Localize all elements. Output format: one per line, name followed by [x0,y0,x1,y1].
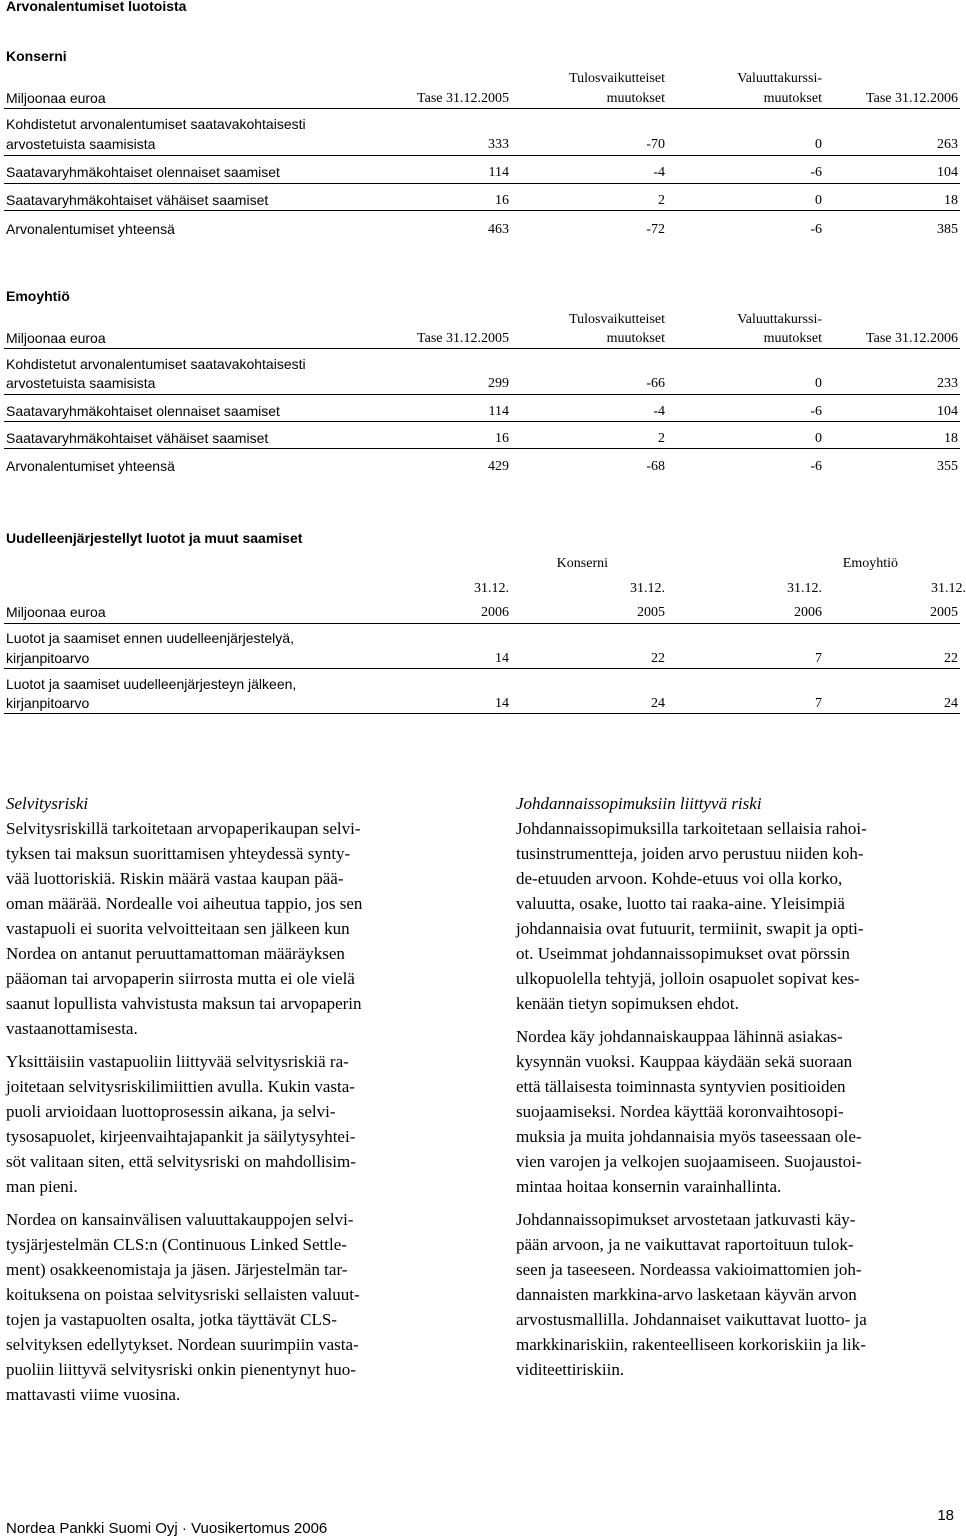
group-row2-value: -6 [810,165,822,180]
left-column-text-line: vää luottoriskiä. Riskin määrä vastaa kaupan pää- [6,869,344,888]
group-row1-label-line2: arvostetuista saamisista [6,136,156,152]
left-column-text-line: ment) osakkeenomistaja ja jäsen. Järjestelmän tar- [6,1260,348,1279]
group-row1-label-line1: Kohdistetut arvonalentumiset saatavakohtaisesti [6,116,306,132]
group-col2-header-line1: Tulosvaikutteiset [569,71,665,86]
left-column-text-line: vastaanottamisesta. [6,1019,138,1038]
right-column-text-line: valuutta, osake, luotto tai raaka-aine. Yleisimpiä [516,894,845,913]
left-column-text-line: puoli arvioidaan luottoprosessin aikana, ja selvi- [6,1102,336,1121]
group-table-title: Konserni [6,48,67,64]
right-column-text-line: ot. Useimmat johdannaissopimukset ovat pörssin [516,944,850,963]
parent-row3-value: 2 [658,431,665,446]
restructured-row1-value: 22 [651,651,665,666]
left-column-heading: Selvitysriski [6,794,89,813]
restructured-col4-line1: 31.12. [931,581,966,596]
left-column-text-line: tojen ja vastapuolten osalta, jotka täyttävät CLS- [6,1310,337,1329]
group-row3-value: 16 [495,193,509,208]
restructured-row1-value: 22 [944,651,958,666]
restructured-table-title: Uudelleenjärjestellyt luotot ja muut saamiset [6,530,303,546]
parent-total-value: 355 [937,459,958,474]
restructured-col3-line1: 31.12. [787,581,822,596]
parent-total-label: Arvonalentumiset yhteensä [6,458,175,474]
parent-row2-value: 114 [488,404,509,419]
group-row1-value: -70 [646,137,665,152]
group-total-value: 385 [937,222,958,237]
right-column-text-line: vien varojen ja velkojen suojaamiseen. Suojaustoi- [516,1152,862,1171]
left-column-text-line: söt valitaan siten, että selvitysriski on mahdollisim- [6,1152,356,1171]
right-column-text-line: dannaisten markkina-arvo lasketaan käyvän arvon [516,1285,857,1304]
group-row3-value: 0 [815,193,822,208]
right-column-text-line: Nordea käy johdannaiskauppaa lähinnä asiakas- [516,1027,843,1046]
left-column-text-line: koituksena on poistaa selvitysriski sellaisten valuut- [6,1285,360,1304]
group-total-value: 463 [488,222,509,237]
group-row3-value: 18 [944,193,958,208]
left-column-text-line: pääoman tai arvopaperin siirrosta mutta ei ole vielä [6,969,355,988]
restructured-col2-line2: 2005 [637,605,665,620]
restructured-col1-line1: 31.12. [474,581,509,596]
restructured-row2-value: 24 [651,696,665,711]
right-column-text-line: suojaamiseksi. Nordea käyttää koronvaihtosopi- [516,1102,844,1121]
right-column-text-line: mintaa hoitaa konsernin varainhallinta. [516,1177,782,1196]
left-column-text-line: puoliin liittyvä selvitysriski onkin pienentynyt huo- [6,1360,356,1379]
restructured-head-label: Miljoonaa euroa [6,604,106,620]
restructured-row1-value: 7 [815,651,822,666]
group-total-value: -6 [810,222,822,237]
page-heading: Arvonalentumiset luotoista [6,0,187,14]
parent-col3-header-line2: muutokset [763,331,822,346]
parent-col4-header: Tase 31.12.2006 [866,331,958,346]
left-column-text-line: Nordea on antanut peruuttamattoman määräyksen [6,944,345,963]
left-column-text-line: tyksen tai maksun suorittamisen yhteydessä synty- [6,844,351,863]
restructured-col4-line2: 2005 [930,605,958,620]
group-header-rule [4,108,960,109]
parent-row2-value: -6 [810,404,822,419]
parent-row3-value: 18 [944,431,958,446]
left-column-text-line: vastapuoli ei suorita velvoitteitaan sen jälkeen kun [6,919,350,938]
parent-row2-value: -4 [653,404,665,419]
parent-total-value: -6 [810,459,822,474]
group-total-rule [4,210,960,211]
left-column-text-line: Selvitysriskillä tarkoitetaan arvopaperikaupan selvi- [6,819,361,838]
restructured-row2-value: 24 [944,696,958,711]
right-column-text-line: että tällaisesta toiminnasta syntyvien positioiden [516,1077,846,1096]
right-column-text-line: arvostusmallilla. Johdannaiset vaikuttavat luotto- ja [516,1310,867,1329]
group-row1-value: 0 [815,137,822,152]
group-row1-value: 333 [488,137,509,152]
group-row2-value: 104 [937,165,958,180]
restructured-row1-value: 14 [495,651,509,666]
right-column-text-line: tusinstrumentteja, joiden arvo perustuu niiden koh- [516,844,864,863]
left-column-text-line: tysosapuolet, kirjeenvaihtajapankit ja säilytysyhtei- [6,1127,356,1146]
parent-total-value: 429 [488,459,509,474]
parent-table-title: Emoyhtiö [6,288,70,304]
parent-row2-label: Saatavaryhmäkohtaiset olennaiset saamiset [6,403,280,419]
right-column-text-line: viditeettiriskiin. [516,1360,625,1379]
right-column-text-line: kenään tietyn sopimuksen ehdot. [516,994,739,1013]
left-column-text-line: mattavasti viime vuosina. [6,1385,181,1404]
parent-col3-header-line1: Valuuttakurssi- [737,312,822,327]
left-column-text-line: oman määrää. Nordealle voi aiheutua tappio, jos sen [6,894,363,913]
parent-total-rule [4,448,960,449]
right-column-text-line: muksia ja muita johdannaisia myös taseessaan ole- [516,1127,862,1146]
right-column-text-line: johdannaisia ovat futuurit, termiinit, swapit ja opti- [516,919,864,938]
left-column-text-line: man pieni. [6,1177,78,1196]
parent-row1-value: -66 [646,376,665,391]
parent-col1-header: Tase 31.12.2005 [417,331,509,346]
group-total-value: -72 [646,222,665,237]
parent-header-rule [4,348,960,349]
group-col3-header-line2: muutokset [763,91,822,106]
restructured-header-rule [4,623,960,624]
restructured-row-rule [4,668,960,669]
restructured-row1-label-line1: Luotot ja saamiset ennen uudelleenjärjestelyä, [6,630,294,646]
group-row-rule [4,183,960,184]
right-column-text-line: kysynnän vuoksi. Kauppaa käydään sekä suoraan [516,1052,853,1071]
parent-row-rule [4,394,960,395]
restructured-row1-label-line2: kirjanpitoarvo [6,650,90,666]
restructured-col3-line2: 2006 [794,605,822,620]
parent-col2-header-line1: Tulosvaikutteiset [569,312,665,327]
group-row2-value: 114 [488,165,509,180]
right-column-text-line: ulkopuolella tehtyjä, jolloin osapuolet sopivat kes- [516,969,860,988]
parent-table-head-label: Miljoonaa euroa [6,330,106,346]
left-column-text-line: saanut lopullista vahvistusta maksun tai arvopaperin [6,994,362,1013]
restructured-col1-line2: 2006 [481,605,509,620]
parent-row3-value: 16 [495,431,509,446]
right-column-text-line: seen ja taseeseen. Nordeassa vakioimattomien joh- [516,1260,862,1279]
parent-row1-value: 0 [815,376,822,391]
group-col3-header-line1: Valuuttakurssi- [737,71,822,86]
group-row2-value: -4 [653,165,665,180]
right-column-heading: Johdannaissopimuksiin liittyvä riski [516,794,762,813]
parent-row1-value: 233 [937,376,958,391]
group-col2-header-line2: muutokset [606,91,665,106]
restructured-col2-line1: 31.12. [630,581,665,596]
footer-publication: Nordea Pankki Suomi Oyj · Vuosikertomus 2006 [6,1520,328,1537]
group-row2-label: Saatavaryhmäkohtaiset olennaiset saamiset [6,164,280,180]
group-row1-value: 263 [937,137,958,152]
parent-row3-label: Saatavaryhmäkohtaiset vähäiset saamiset [6,430,269,446]
parent-total-value: -68 [646,459,665,474]
right-column-text-line: markkinariskiin, rakenteelliseen korkoriskiin ja lik- [516,1335,866,1354]
left-column-text-line: joitetaan selvitysriskilimiittien avulla. Kukin vasta- [6,1077,355,1096]
restructured-row2-label-line2: kirjanpitoarvo [6,695,90,711]
parent-row1-label-line2: arvostetuista saamisista [6,375,156,391]
parent-row-rule [4,421,960,422]
restructured-row2-label-line1: Luotot ja saamiset uudelleenjärjesteyn jälkeen, [6,676,297,692]
group-total-label: Arvonalentumiset yhteensä [6,221,175,237]
right-column-text-line: Johdannaissopimuksilla tarkoitetaan sellaisia rahoi- [516,819,867,838]
parent-col2-header-line2: muutokset [606,331,665,346]
group-table-head-label: Miljoonaa euroa [6,90,106,106]
left-column-text-line: tysjärjestelmän CLS:n (Continuous Linked Settle- [6,1235,347,1254]
right-column-text-line: Johdannaissopimukset arvostetaan jatkuvasti käy- [516,1210,856,1229]
right-column-text-line: pään arvoon, ja ne vaikuttavat raportoituun tulok- [516,1235,854,1254]
group-row3-value: 2 [658,193,665,208]
left-column-text-line: Nordea on kansainvälisen valuuttakauppojen selvi- [6,1210,354,1229]
restructured-row2-value: 7 [815,696,822,711]
restructured-row2-value: 14 [495,696,509,711]
group-col1-header: Tase 31.12.2005 [417,91,509,106]
group-row3-label: Saatavaryhmäkohtaiset vähäiset saamiset [6,192,269,208]
group-col4-header: Tase 31.12.2006 [866,91,958,106]
left-column-text-line: Yksittäisiin vastapuoliin liittyvää selvitysriskiä ra- [6,1052,349,1071]
parent-row1-value: 299 [488,376,509,391]
parent-row3-value: 0 [815,431,822,446]
page-number: 18 [937,1507,954,1524]
parent-row1-label-line1: Kohdistetut arvonalentumiset saatavakohtaisesti [6,356,306,372]
restructured-parent-label: Emoyhtiö [842,556,898,571]
right-column-text-line: de-etuuden arvoon. Kohde-etuus voi olla korko, [516,869,843,888]
restructured-bottom-rule [4,713,960,714]
left-column-text-line: selvityksen edellytykset. Nordean suurimpiin vasta- [6,1335,359,1354]
restructured-group-label: Konserni [556,556,608,571]
parent-row2-value: 104 [937,404,958,419]
group-row-rule [4,155,960,156]
